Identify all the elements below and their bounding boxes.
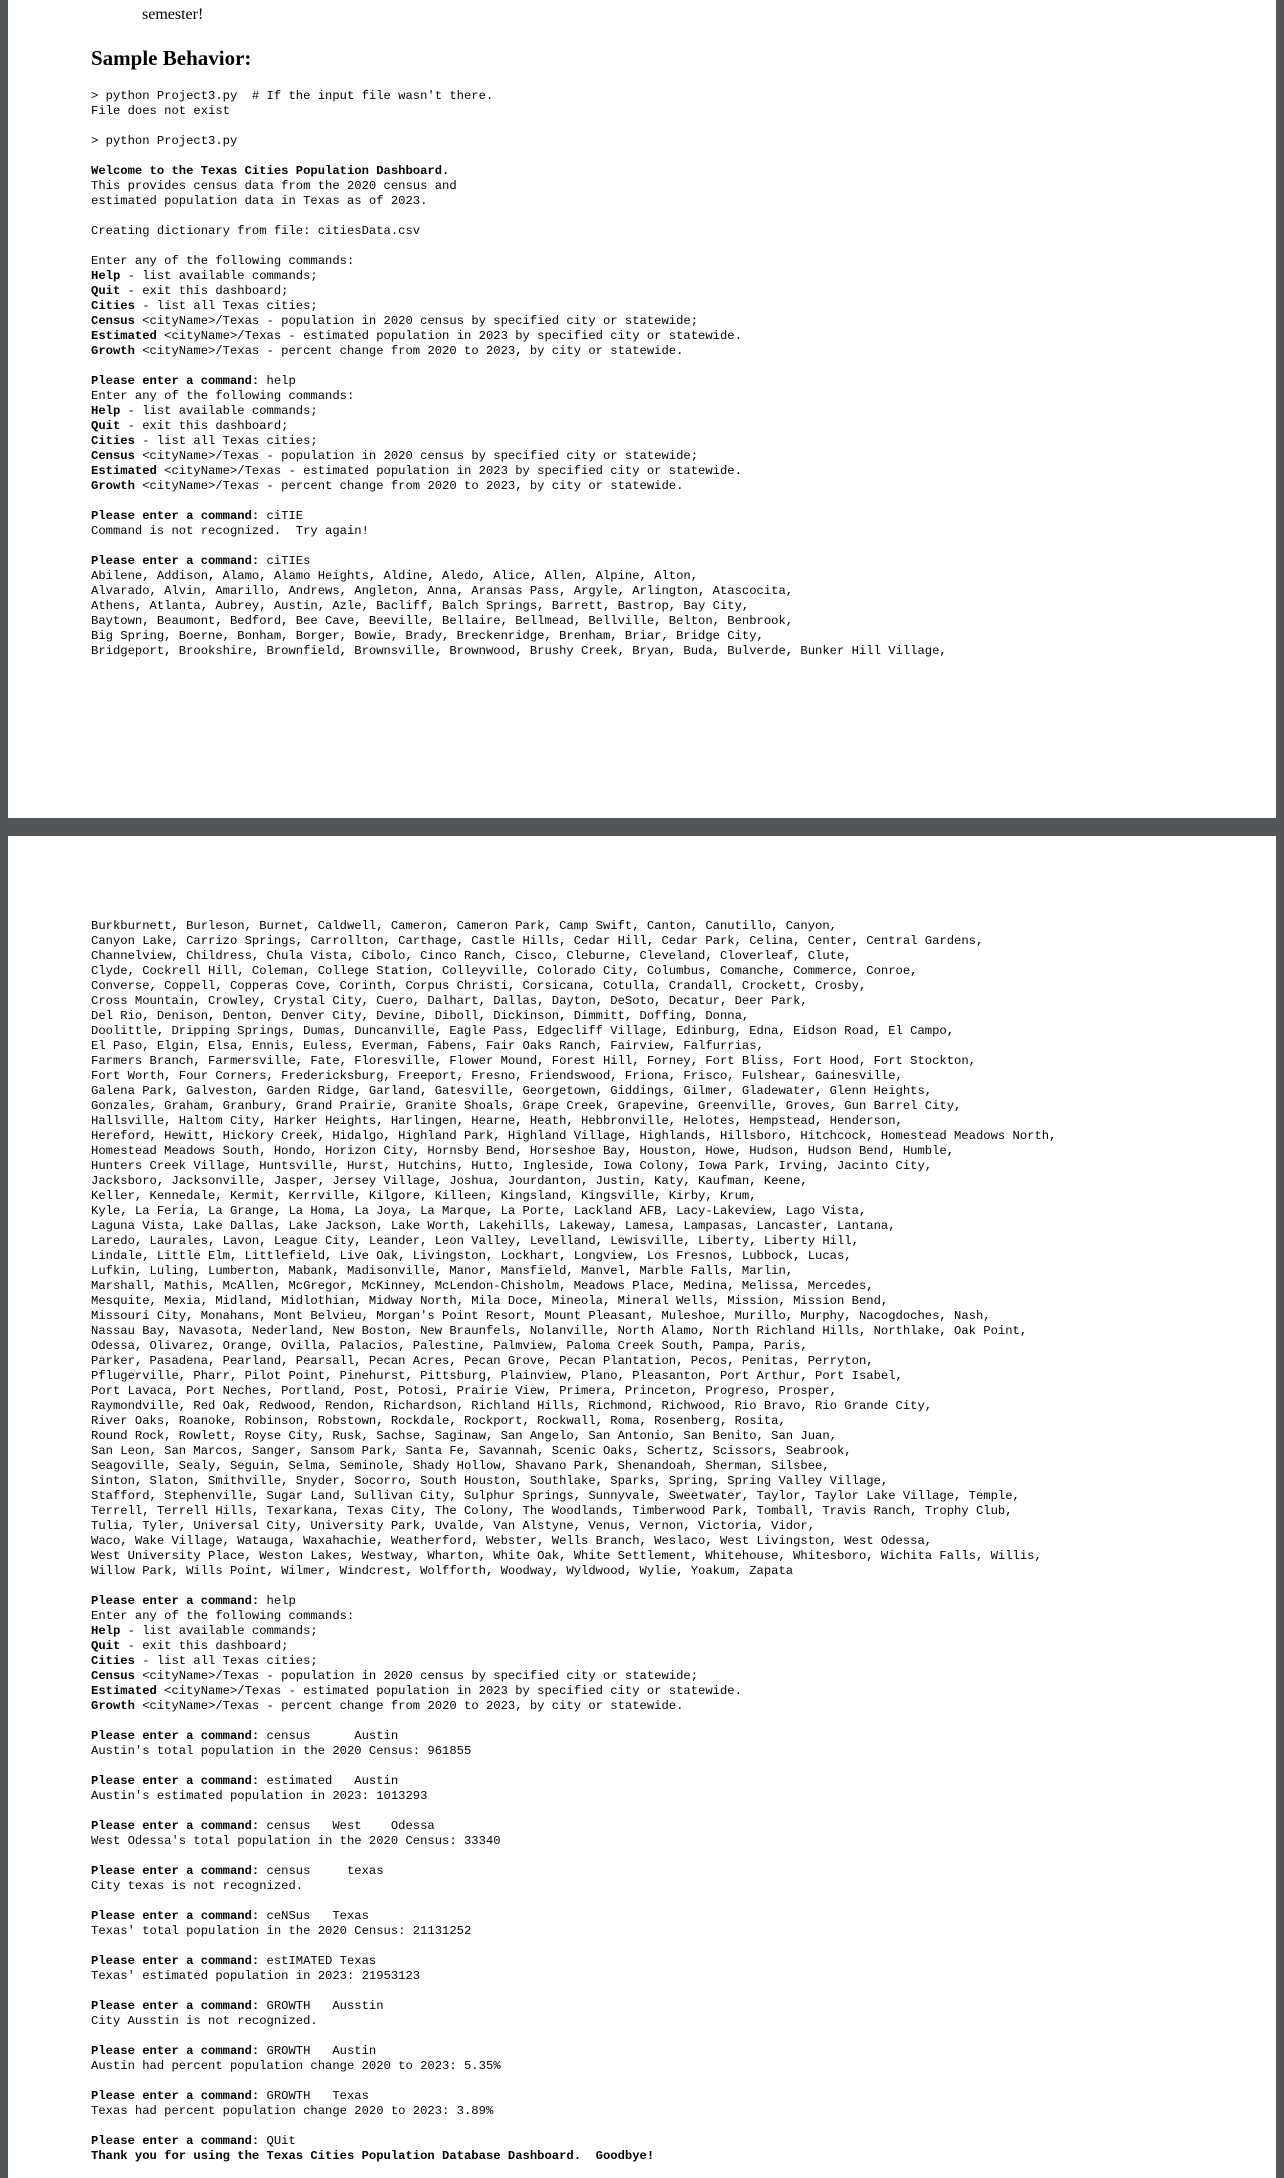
console-keyword: Thank you for using the Texas Cities Population Database Dashboard. Goodbye!	[91, 2149, 655, 2163]
console-text: ciTIE	[259, 509, 304, 523]
console-line	[91, 1894, 1056, 1909]
console-line	[91, 1549, 1056, 1564]
console-text: Austin's estimated population in 2023: 1013293	[91, 1789, 428, 1803]
console-line	[91, 1684, 1056, 1699]
console-text: City Ausstin is not recognized.	[91, 2014, 318, 2028]
console-line	[91, 1429, 1056, 1444]
console-text: Doolittle, Dripping Springs, Dumas, Duncanville, Eagle Pass, Edgecliff Village, Edinburg, Edna, Eidson Road, El Campo,	[91, 1024, 955, 1038]
console-line	[91, 1639, 1056, 1654]
console-keyword: Please enter a command:	[91, 1819, 260, 1833]
console-text: City texas is not recognized.	[91, 1879, 304, 1893]
console-text: Bridgeport, Brookshire, Brownfield, Brownsville, Brownwood, Brushy Creek, Bryan, Buda, Bulverde, Bunker Hill Village,	[91, 644, 947, 658]
console-text: Raymondville, Red Oak, Redwood, Rendon, Richardson, Richland Hills, Richmond, Richwood, Rio Bravo, Rio Grande City,	[91, 1399, 933, 1413]
console-text: Hereford, Hewitt, Hickory Creek, Hidalgo, Highland Park, Highland Village, Highlands, Hillsboro, Hitchcock, Homestead Meadows North,	[91, 1129, 1057, 1143]
console-keyword: Please enter a command:	[91, 1729, 260, 1743]
console-line	[91, 374, 947, 389]
console-keyword: Census	[91, 1669, 135, 1683]
console-line	[91, 1084, 1056, 1099]
console-line	[91, 1354, 1056, 1369]
console-line	[91, 554, 947, 569]
console-line	[91, 2059, 1056, 2074]
console-text: Laguna Vista, Lake Dallas, Lake Jackson, Lake Worth, Lakehills, Lakeway, Lamesa, Lampasas, Lancaster, Lantana,	[91, 1219, 896, 1233]
console-line	[91, 1984, 1056, 1999]
console-text: Command is not recognized. Try again!	[91, 524, 369, 538]
console-text: GROWTH Ausstin	[259, 1999, 384, 2013]
console-line	[91, 629, 947, 644]
console-line	[91, 149, 947, 164]
console-text: <cityName>/Texas - estimated population in 2023 by specified city or statewide.	[156, 329, 742, 343]
console-line	[91, 584, 947, 599]
console-text: ciTIEs	[259, 554, 311, 568]
console-text: Port Lavaca, Port Neches, Portland, Post, Potosi, Prairie View, Primera, Princeton, Progreso, Prosper,	[91, 1384, 837, 1398]
console-keyword: Census	[91, 314, 135, 328]
console-text: GROWTH Austin	[259, 2044, 377, 2058]
console-line	[91, 164, 947, 179]
console-line	[91, 1789, 1056, 1804]
console-line	[91, 1099, 1056, 1114]
console-text: Converse, Coppell, Copperas Cove, Corinth, Corpus Christi, Corsicana, Cotulla, Crandall, Crockett, Crosby,	[91, 979, 867, 993]
console-text: Parker, Pasadena, Pearland, Pearsall, Pecan Acres, Pecan Grove, Pecan Plantation, Pecos, Penitas, Perryton,	[91, 1354, 874, 1368]
document-page-1	[8, 0, 1276, 818]
console-text: > python Project3.py # If the input file wasn't there.	[91, 89, 494, 103]
console-text: - list available commands;	[120, 269, 318, 283]
console-text: - list all Texas cities;	[134, 1654, 318, 1668]
console-keyword: Estimated	[91, 329, 157, 343]
console-text: census texas	[259, 1864, 384, 1878]
console-text: Kyle, La Feria, La Grange, La Homa, La Joya, La Marque, La Porte, Lackland AFB, Lacy-Lakeview, Lago Vista,	[91, 1204, 867, 1218]
console-line	[91, 239, 947, 254]
console-line	[91, 1444, 1056, 1459]
console-text: Waco, Wake Village, Watauga, Waxahachie, Weatherford, Webster, Wells Branch, Weslaco, West Livingston, West Odessa,	[91, 1534, 933, 1548]
console-line	[91, 2119, 1056, 2134]
console-line	[91, 314, 947, 329]
console-line	[91, 2149, 1056, 2164]
console-text: West Odessa's total population in the 2020 Census: 33340	[91, 1834, 501, 1848]
console-keyword: Please enter a command:	[91, 1594, 260, 1608]
console-text: > python Project3.py	[91, 134, 238, 148]
console-line	[91, 994, 1056, 1009]
console-line	[91, 569, 947, 584]
console-line	[91, 1519, 1056, 1534]
console-text: Big Spring, Boerne, Bonham, Borger, Bowie, Brady, Breckenridge, Brenham, Briar, Bridge City,	[91, 629, 764, 643]
console-text: This provides census data from the 2020 census and	[91, 179, 457, 193]
console-line	[91, 179, 947, 194]
console-text: File does not exist	[91, 104, 230, 118]
console-line	[91, 1714, 1056, 1729]
console-line	[91, 1774, 1056, 1789]
console-text: help	[259, 1594, 296, 1608]
section-heading: Sample Behavior:	[91, 46, 252, 70]
console-line	[91, 1339, 1056, 1354]
console-line	[91, 644, 947, 659]
console-line	[91, 1669, 1056, 1684]
console-text: <cityName>/Texas - estimated population in 2023 by specified city or statewide.	[156, 464, 742, 478]
console-line	[91, 344, 947, 359]
console-line	[91, 224, 947, 239]
console-keyword: Please enter a command:	[91, 2044, 260, 2058]
console-text: estimated Austin	[259, 1774, 399, 1788]
console-text: Missouri City, Monahans, Mont Belvieu, Morgan's Point Resort, Mount Pleasant, Muleshoe, Murillo, Murphy, Nacogdoches, Nash,	[91, 1309, 991, 1323]
console-keyword: Help	[91, 1624, 121, 1638]
console-text: - list available commands;	[120, 1624, 318, 1638]
console-text: San Leon, San Marcos, Sanger, Sansom Park, Santa Fe, Savannah, Scenic Oaks, Schertz, Scissors, Seabrook,	[91, 1444, 852, 1458]
console-keyword: Please enter a command:	[91, 374, 260, 388]
console-text: Galena Park, Galveston, Garden Ridge, Garland, Gatesville, Georgetown, Giddings, Gilmer, Gladewater, Glenn Heights,	[91, 1084, 933, 1098]
console-line	[91, 404, 947, 419]
console-line	[91, 389, 947, 404]
console-text: <cityName>/Texas - estimated population in 2023 by specified city or statewide.	[156, 1684, 742, 1698]
console-text: Laredo, Laurales, Lavon, League City, Leander, Leon Valley, Levelland, Lewisville, Liberty, Liberty Hill,	[91, 1234, 859, 1248]
console-line	[91, 1594, 1056, 1609]
console-line	[91, 934, 1056, 949]
console-text: River Oaks, Roanoke, Robinson, Robstown, Rockdale, Rockport, Rockwall, Roma, Rosenberg, Rosita,	[91, 1414, 786, 1428]
console-keyword: Quit	[91, 1639, 121, 1653]
console-text: census West Odessa	[259, 1819, 435, 1833]
console-keyword: Please enter a command:	[91, 1864, 260, 1878]
console-line	[91, 2104, 1056, 2119]
console-line	[91, 1939, 1056, 1954]
console-line	[91, 449, 947, 464]
console-line	[91, 494, 947, 509]
console-text: West University Place, Weston Lakes, Westway, Wharton, White Oak, White Settlement, Whitehouse, Whitesboro, Wichita Falls, Willis,	[91, 1549, 1042, 1563]
console-line	[91, 2074, 1056, 2089]
console-text: Round Rock, Rowlett, Royse City, Rusk, Sachse, Saginaw, San Angelo, San Antonio, San Benito, San Juan,	[91, 1429, 837, 1443]
console-text: - exit this dashboard;	[120, 284, 289, 298]
console-line	[91, 919, 1056, 934]
console-keyword: Please enter a command:	[91, 2134, 260, 2148]
console-line	[91, 509, 947, 524]
console-text: <cityName>/Texas - population in 2020 census by specified city or statewide;	[134, 1669, 699, 1683]
console-keyword: Cities	[91, 299, 135, 313]
console-keyword: Cities	[91, 434, 135, 448]
console-text: Nassau Bay, Navasota, Nederland, New Boston, New Braunfels, Nolanville, North Alamo, North Richland Hills, Northlake, Oak Point,	[91, 1324, 1028, 1338]
console-line	[91, 1279, 1056, 1294]
console-line	[91, 1129, 1056, 1144]
console-line	[91, 134, 947, 149]
console-line	[91, 1624, 1056, 1639]
console-line	[91, 359, 947, 374]
console-line	[91, 2134, 1056, 2149]
console-text: Sinton, Slaton, Smithville, Snyder, Socorro, South Houston, Southlake, Sparks, Spring, Spring Valley Village,	[91, 1474, 889, 1488]
console-text: Willow Park, Wills Point, Wilmer, Windcrest, Wolfforth, Woodway, Wyldwood, Wylie, Yoakum, Zapata	[91, 1564, 794, 1578]
console-line	[91, 1459, 1056, 1474]
console-text: Mesquite, Mexia, Midland, Midlothian, Midway North, Mila Doce, Mineola, Mineral Wells, Mission, Mission Bend,	[91, 1294, 889, 1308]
console-text: Burkburnett, Burleson, Burnet, Caldwell, Cameron, Cameron Park, Camp Swift, Canton, Canutillo, Canyon,	[91, 919, 837, 933]
console-text: <cityName>/Texas - percent change from 2020 to 2023, by city or statewide.	[134, 344, 684, 358]
console-text: Homestead Meadows South, Hondo, Horizon City, Hornsby Bend, Horseshoe Bay, Houston, Howe, Hudson, Hudson Bend, Humble,	[91, 1144, 955, 1158]
console-text: census Austin	[259, 1729, 399, 1743]
console-line	[91, 2029, 1056, 2044]
console-line	[91, 1864, 1056, 1879]
console-line	[91, 209, 947, 224]
console-line	[91, 1804, 1056, 1819]
console-text: Enter any of the following commands:	[91, 254, 355, 268]
console-text: - list all Texas cities;	[134, 434, 318, 448]
console-keyword: Help	[91, 269, 121, 283]
console-line	[91, 1909, 1056, 1924]
console-line	[91, 614, 947, 629]
console-text: Lufkin, Luling, Lumberton, Mabank, Madisonville, Manor, Mansfield, Manvel, Marble Falls, Marlin,	[91, 1264, 794, 1278]
console-keyword: Estimated	[91, 464, 157, 478]
console-text: Stafford, Stephenville, Sugar Land, Sullivan City, Sulphur Springs, Sunnyvale, Sweetwater, Taylor, Taylor Lake Village, Temple,	[91, 1489, 1020, 1503]
console-text: Austin's total population in the 2020 Census: 961855	[91, 1744, 472, 1758]
console-line	[91, 1564, 1056, 1579]
console-line	[91, 1159, 1056, 1174]
console-text: help	[259, 374, 296, 388]
console-line	[91, 1654, 1056, 1669]
console-line	[91, 1114, 1056, 1129]
console-keyword: Census	[91, 449, 135, 463]
console-text: Seagoville, Sealy, Seguin, Selma, Seminole, Shady Hollow, Shavano Park, Shenandoah, Sherman, Silsbee,	[91, 1459, 830, 1473]
console-text: <cityName>/Texas - percent change from 2020 to 2023, by city or statewide.	[134, 1699, 684, 1713]
console-keyword: Quit	[91, 284, 121, 298]
console-line	[91, 1489, 1056, 1504]
console-line	[91, 89, 947, 104]
console-line	[91, 949, 1056, 964]
console-line	[91, 1744, 1056, 1759]
console-text: Hallsville, Haltom City, Harker Heights, Harlingen, Hearne, Heath, Hebbronville, Helotes, Hempstead, Henderson,	[91, 1114, 903, 1128]
console-line	[91, 1234, 1056, 1249]
console-line	[91, 1144, 1056, 1159]
console-text: - exit this dashboard;	[120, 419, 289, 433]
console-line	[91, 599, 947, 614]
console-keyword: Growth	[91, 1699, 135, 1713]
console-text: Channelview, Childress, Chula Vista, Cibolo, Cinco Ranch, Cisco, Cleburne, Cleveland, Cloverleaf, Clute,	[91, 949, 852, 963]
intro-text-tail: semester!	[142, 6, 204, 23]
console-line	[91, 434, 947, 449]
console-keyword: Cities	[91, 1654, 135, 1668]
console-text: Canyon Lake, Carrizo Springs, Carrollton, Carthage, Castle Hills, Cedar Hill, Cedar Park, Celina, Center, Central Gardens,	[91, 934, 984, 948]
console-line	[91, 1819, 1056, 1834]
console-line	[91, 269, 947, 284]
console-text: estIMATED Texas	[259, 1954, 377, 1968]
console-line	[91, 1729, 1056, 1744]
console-text: Athens, Atlanta, Aubrey, Austin, Azle, Bacliff, Balch Springs, Barrett, Bastrop, Bay City,	[91, 599, 750, 613]
console-text: Lindale, Little Elm, Littlefield, Live Oak, Livingston, Lockhart, Longview, Los Fresnos, Lubbock, Lucas,	[91, 1249, 852, 1263]
console-line	[91, 1849, 1056, 1864]
console-text: Odessa, Olivarez, Orange, Ovilla, Palacios, Palestine, Palmview, Paloma Creek South, Pampa, Paris,	[91, 1339, 808, 1353]
console-keyword: Estimated	[91, 1684, 157, 1698]
console-text: Gonzales, Graham, Granbury, Grand Prairie, Granite Shoals, Grape Creek, Grapevine, Greenville, Groves, Gun Barrel City,	[91, 1099, 962, 1113]
console-line	[91, 1534, 1056, 1549]
console-text: Keller, Kennedale, Kermit, Kerrville, Kilgore, Killeen, Kingsland, Kingsville, Kirby, Krum,	[91, 1189, 757, 1203]
console-line	[91, 1009, 1056, 1024]
console-line	[91, 464, 947, 479]
console-line	[91, 1189, 1056, 1204]
console-line	[91, 329, 947, 344]
console-line	[91, 1834, 1056, 1849]
console-keyword: Please enter a command:	[91, 1999, 260, 2013]
console-keyword: Help	[91, 404, 121, 418]
console-text: Creating dictionary from file: citiesData.csv	[91, 224, 421, 238]
console-line	[91, 1039, 1056, 1054]
console-line	[91, 1309, 1056, 1324]
document-page-2	[8, 836, 1276, 2178]
console-keyword: Please enter a command:	[91, 1909, 260, 1923]
console-line	[91, 1474, 1056, 1489]
console-text: Clyde, Cockrell Hill, Coleman, College Station, Colleyville, Colorado City, Columbus, Comanche, Commerce, Conroe,	[91, 964, 918, 978]
console-line	[91, 1174, 1056, 1189]
console-keyword: Please enter a command:	[91, 2089, 260, 2103]
console-text: Farmers Branch, Farmersville, Fate, Floresville, Flower Mound, Forest Hill, Forney, Fort Bliss, Fort Hood, Fort Stockton,	[91, 1054, 976, 1068]
console-text: <cityName>/Texas - percent change from 2020 to 2023, by city or statewide.	[134, 479, 684, 493]
console-text: Cross Mountain, Crowley, Crystal City, Cuero, Dalhart, Dallas, Dayton, DeSoto, Decatur, Deer Park,	[91, 994, 808, 1008]
console-text: Texas' estimated population in 2023: 21953123	[91, 1969, 421, 1983]
console-line	[91, 979, 1056, 994]
console-line	[91, 1399, 1056, 1414]
console-text: Alvarado, Alvin, Amarillo, Andrews, Angleton, Anna, Aransas Pass, Argyle, Arlington, Atascocita,	[91, 584, 794, 598]
console-transcript	[91, 89, 947, 659]
console-keyword: Quit	[91, 419, 121, 433]
console-line	[91, 1414, 1056, 1429]
console-text: estimated population data in Texas as of 2023.	[91, 194, 428, 208]
console-text: Hunters Creek Village, Huntsville, Hurst, Hutchins, Hutto, Ingleside, Iowa Colony, Iowa Park, Irving, Jacinto City,	[91, 1159, 933, 1173]
console-line	[91, 1579, 1056, 1594]
console-text: <cityName>/Texas - population in 2020 census by specified city or statewide;	[134, 449, 699, 463]
console-text: Abilene, Addison, Alamo, Alamo Heights, Aldine, Aledo, Alice, Allen, Alpine, Alton,	[91, 569, 699, 583]
console-text: Terrell, Terrell Hills, Texarkana, Texas City, The Colony, The Woodlands, Timberwood Park, Tomball, Travis Ranch, Trophy Club,	[91, 1504, 1013, 1518]
console-text: Austin had percent population change 2020 to 2023: 5.35%	[91, 2059, 501, 2073]
console-text: Enter any of the following commands:	[91, 389, 355, 403]
console-line	[91, 1024, 1056, 1039]
console-line	[91, 1759, 1056, 1774]
console-text: El Paso, Elgin, Elsa, Ennis, Euless, Everman, Fabens, Fair Oaks Ranch, Fairview, Falfurrias,	[91, 1039, 764, 1053]
console-line	[91, 1609, 1056, 1624]
console-line	[91, 1054, 1056, 1069]
console-text: QUit	[259, 2134, 296, 2148]
console-keyword: Please enter a command:	[91, 509, 260, 523]
console-text: Texas had percent population change 2020 to 2023: 3.89%	[91, 2104, 494, 2118]
console-line	[91, 1699, 1056, 1714]
console-line	[91, 254, 947, 269]
console-line	[91, 1924, 1056, 1939]
console-line	[91, 1969, 1056, 1984]
console-text: - list all Texas cities;	[134, 299, 318, 313]
console-line	[91, 1369, 1056, 1384]
console-text: Tulia, Tyler, Universal City, University Park, Uvalde, Van Alstyne, Venus, Vernon, Victoria, Vidor,	[91, 1519, 816, 1533]
console-keyword: Growth	[91, 344, 135, 358]
console-line	[91, 119, 947, 134]
console-transcript	[91, 919, 1056, 2164]
console-line	[91, 539, 947, 554]
console-line	[91, 2014, 1056, 2029]
console-line	[91, 2044, 1056, 2059]
console-line	[91, 964, 1056, 979]
console-text: ceNSus Texas	[259, 1909, 369, 1923]
console-line	[91, 1294, 1056, 1309]
console-line	[91, 1249, 1056, 1264]
console-text: Del Rio, Denison, Denton, Denver City, Devine, Diboll, Dickinson, Dimmitt, Doffing, Donna,	[91, 1009, 750, 1023]
console-line	[91, 1879, 1056, 1894]
console-line	[91, 1204, 1056, 1219]
console-line	[91, 194, 947, 209]
console-text: Enter any of the following commands:	[91, 1609, 355, 1623]
console-line	[91, 1069, 1056, 1084]
console-line	[91, 1384, 1056, 1399]
console-keyword: Welcome to the Texas Cities Population Dashboard.	[91, 164, 450, 178]
console-line	[91, 524, 947, 539]
console-text: - list available commands;	[120, 404, 318, 418]
console-text: Baytown, Beaumont, Bedford, Bee Cave, Beeville, Bellaire, Bellmead, Bellville, Belton, Benbrook,	[91, 614, 794, 628]
console-line	[91, 284, 947, 299]
console-text: Fort Worth, Four Corners, Fredericksburg, Freeport, Fresno, Friendswood, Friona, Frisco, Fulshear, Gainesville,	[91, 1069, 903, 1083]
console-keyword: Please enter a command:	[91, 1774, 260, 1788]
console-line	[91, 1954, 1056, 1969]
console-keyword: Please enter a command:	[91, 554, 260, 568]
console-text: Texas' total population in the 2020 Census: 21131252	[91, 1924, 472, 1938]
console-line	[91, 419, 947, 434]
console-text: Pflugerville, Pharr, Pilot Point, Pinehurst, Pittsburg, Plainview, Plano, Pleasanton, Port Arthur, Port Isabel,	[91, 1369, 903, 1383]
console-line	[91, 104, 947, 119]
console-line	[91, 1504, 1056, 1519]
console-text: Jacksboro, Jacksonville, Jasper, Jersey Village, Joshua, Jourdanton, Justin, Katy, Kaufman, Keene,	[91, 1174, 808, 1188]
console-line	[91, 1324, 1056, 1339]
console-keyword: Growth	[91, 479, 135, 493]
console-line	[91, 2089, 1056, 2104]
console-text: Marshall, Mathis, McAllen, McGregor, McKinney, McLendon-Chisholm, Meadows Place, Medina, Melissa, Mercedes,	[91, 1279, 874, 1293]
console-keyword: Please enter a command:	[91, 1954, 260, 1968]
console-line	[91, 479, 947, 494]
console-line	[91, 299, 947, 314]
console-text: - exit this dashboard;	[120, 1639, 289, 1653]
console-line	[91, 1219, 1056, 1234]
console-text: GROWTH Texas	[259, 2089, 369, 2103]
console-line	[91, 1264, 1056, 1279]
console-line	[91, 1999, 1056, 2014]
console-text: <cityName>/Texas - population in 2020 census by specified city or statewide;	[134, 314, 699, 328]
